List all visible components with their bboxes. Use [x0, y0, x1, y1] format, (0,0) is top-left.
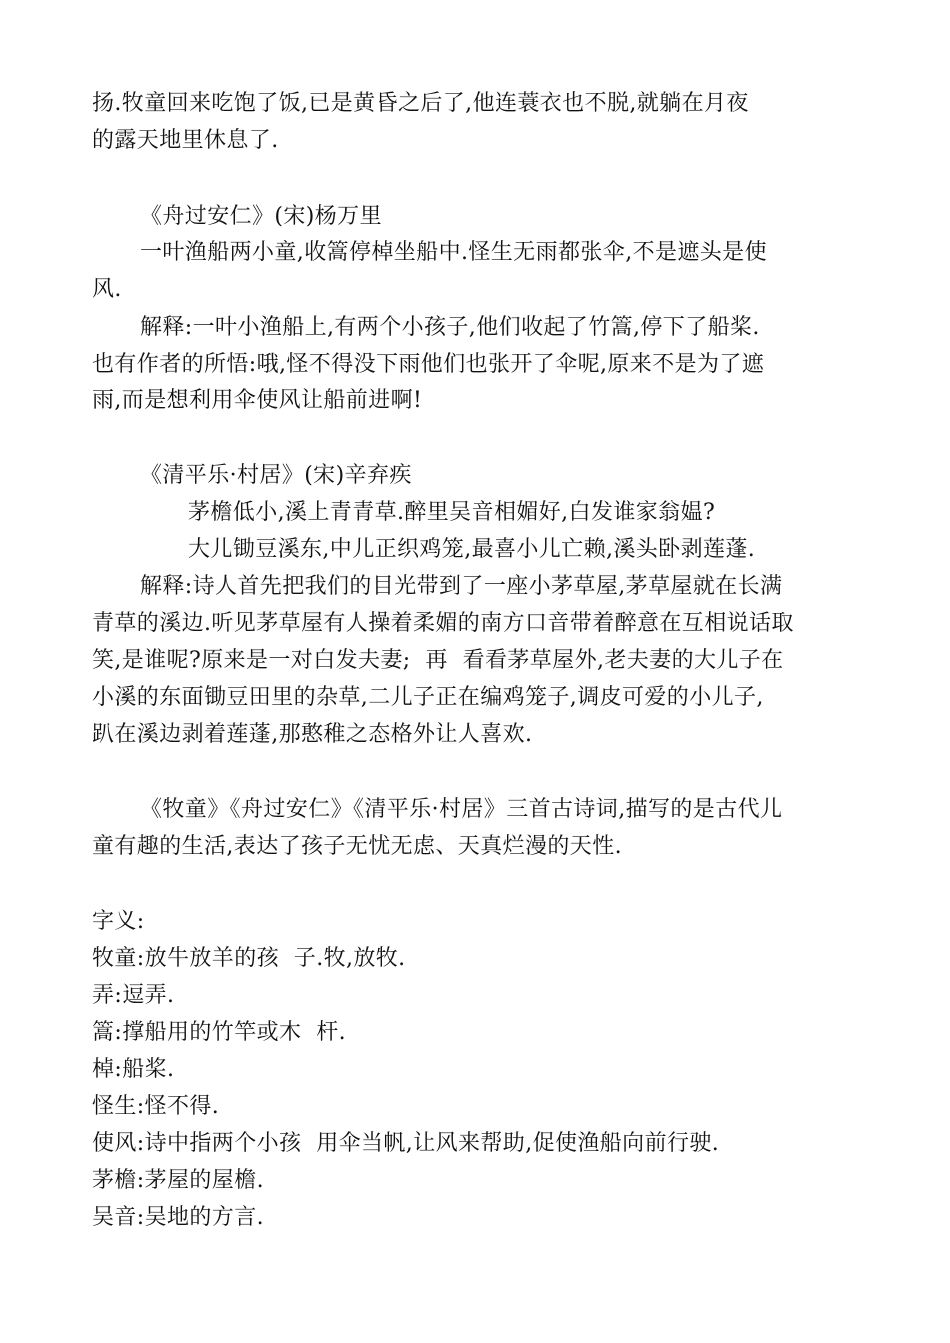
glossary-item: 吴音:吴地的方言. [92, 1205, 265, 1230]
poem-qingpingle-explanation-line-4: 小溪的东面锄豆田里的杂草,二儿子正在编鸡笼子,调皮可爱的小儿子, [92, 685, 764, 710]
glossary-item: 茅檐:茅屋的屋檐. [92, 1168, 265, 1193]
glossary-item: 棹:船桨. [92, 1057, 175, 1082]
poem-qingpingle-verse-2: 大儿锄豆溪东,中儿正织鸡笼,最喜小儿亡赖,溪头卧剥莲蓬. [188, 537, 756, 562]
poem-qingpingle-title: 《清平乐·村居》(宋)辛弃疾 [140, 463, 412, 488]
poem-zhouguo-explanation-line-2: 也有作者的所悟:哦,怪不得没下雨他们也张开了伞呢,原来不是为了遮 [92, 352, 765, 377]
glossary-item: 使风:诗中指两个小孩 用伞当帆,让风来帮助,促使渔船向前行驶. [92, 1131, 720, 1156]
summary-line-2: 童有趣的生活,表达了孩子无忧无虑、天真烂漫的天性. [92, 834, 622, 859]
poem-zhouguo-body-line-1: 一叶渔船两小童,收篙停棹坐船中.怪生无雨都张伞,不是遮头是使 [140, 240, 767, 265]
poem-zhouguo-explanation-line-1: 解释:一叶小渔船上,有两个小孩子,他们收起了竹篙,停下了船桨. [140, 315, 760, 340]
poem-qingpingle-explanation-line-3: 笑,是谁呢?原来是一对白发夫妻; 再 看看茅草屋外,老夫妻的大儿子在 [92, 648, 784, 673]
muzhong-explanation-line-2: 的露天地里休息了. [92, 128, 279, 153]
glossary-item: 牧童:放牛放羊的孩 子.牧,放牧. [92, 946, 406, 971]
poem-zhouguo-explanation-line-3: 雨,而是想利用伞使风让船前进啊! [92, 388, 423, 413]
glossary-heading: 字义: [92, 909, 145, 934]
glossary-item: 篙:撑船用的竹竿或木 杆. [92, 1020, 346, 1045]
poem-zhouguo-title: 《舟过安仁》(宋)杨万里 [140, 204, 382, 229]
glossary-item: 弄:逗弄. [92, 983, 175, 1008]
poem-qingpingle-verse-1: 茅檐低小,溪上青青草.醉里吴音相媚好,白发谁家翁媪? [188, 500, 716, 525]
muzhong-explanation-line-1: 扬.牧童回来吃饱了饭,已是黄昏之后了,他连蓑衣也不脱,就躺在月夜 [92, 91, 749, 116]
poem-qingpingle-explanation-line-1: 解释:诗人首先把我们的目光带到了一座小茅草屋,茅草屋就在长满 [140, 574, 783, 599]
poem-qingpingle-explanation-line-2: 青草的溪边.听见茅草屋有人操着柔媚的南方口音带着醉意在互相说话取 [92, 611, 794, 636]
glossary-item: 怪生:怪不得. [92, 1094, 220, 1119]
poem-qingpingle-explanation-line-5: 趴在溪边剥着莲蓬,那憨稚之态格外让人喜欢. [92, 722, 533, 747]
summary-line-1: 《牧童》《舟过安仁》《清平乐·村居》三首古诗词,描写的是古代儿 [140, 797, 783, 822]
poem-zhouguo-body-line-2: 风. [92, 277, 122, 302]
